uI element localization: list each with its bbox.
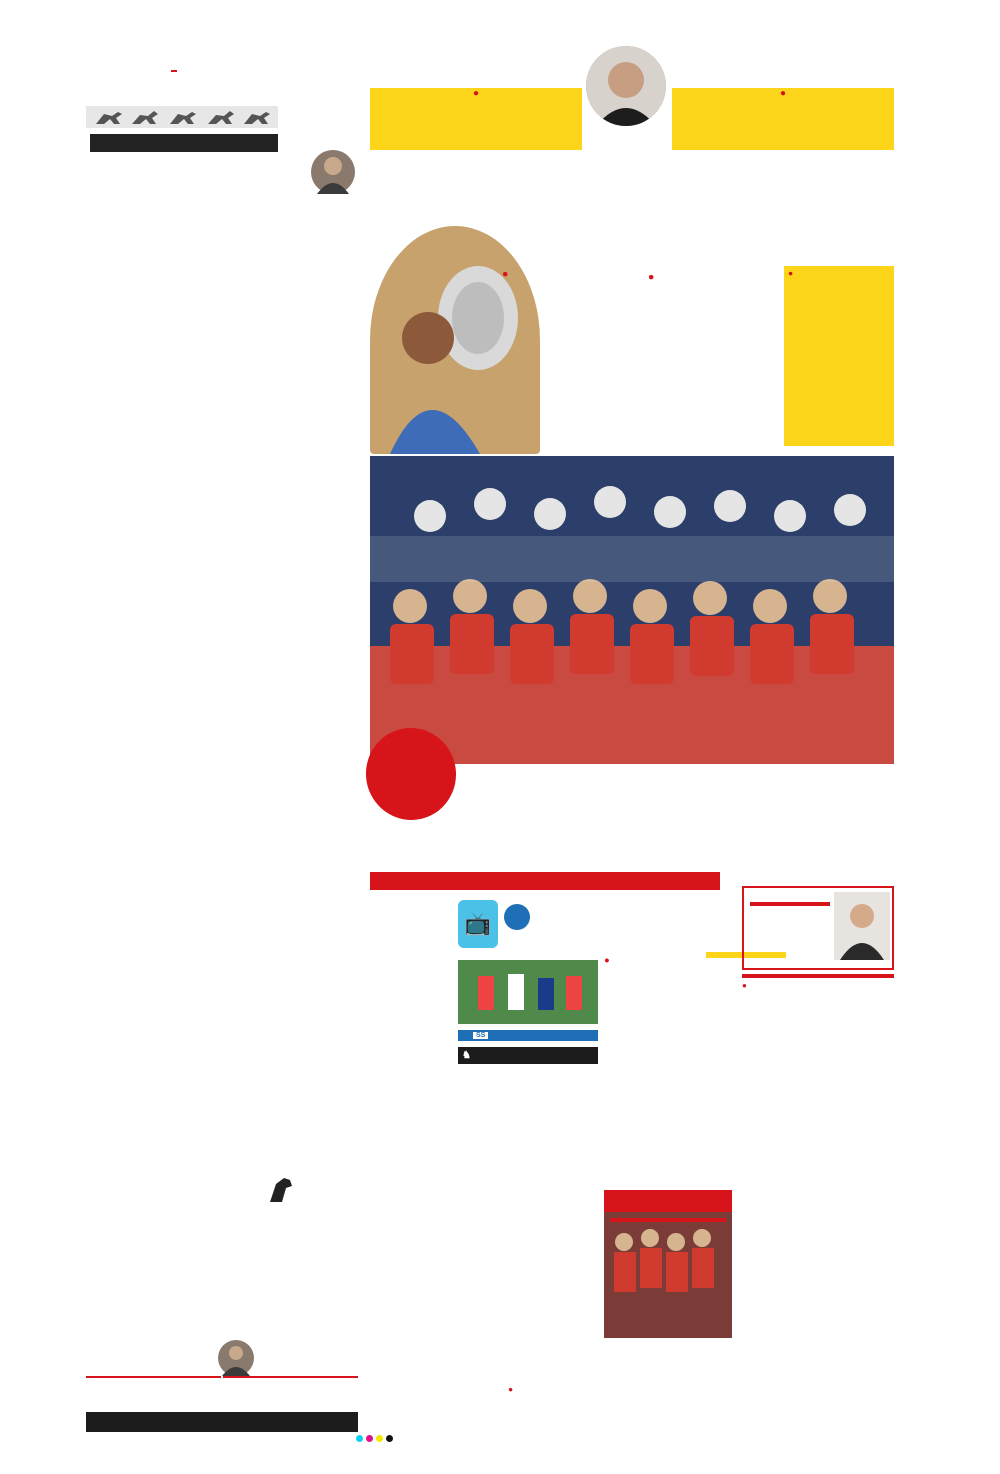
bullet-icon: ● (648, 271, 655, 283)
horse-head-icon: ♞ (462, 1050, 471, 1061)
volleyball-team-photo (370, 456, 894, 764)
efeler-text (610, 1218, 726, 1222)
laso-photo (586, 46, 666, 126)
nadal-col2b-wrap (648, 271, 778, 283)
team-celebration-photo (370, 456, 894, 764)
columnist-avatar (834, 892, 890, 960)
tv-icon: 📺 (458, 900, 498, 948)
ganyan-2-title (223, 1376, 358, 1378)
person-icon (218, 1340, 254, 1376)
gauff-box (784, 266, 894, 446)
bullet-icon: ● (779, 88, 787, 99)
bullet-icon: ● (742, 981, 747, 990)
ganyan-boxes (86, 1376, 358, 1378)
columnist-header (742, 886, 894, 970)
results-header (458, 1047, 598, 1064)
tv-match-photo (458, 960, 598, 1024)
bullet-icon: ● (788, 268, 794, 278)
black-dot (386, 1435, 393, 1442)
person-icon (311, 150, 355, 194)
nadal-col2 (648, 268, 778, 283)
laso-box (672, 88, 894, 150)
cyan-dot (356, 1435, 363, 1442)
wales-text (370, 88, 582, 100)
ganyan-box-2 (223, 1376, 358, 1378)
tv-guide (458, 900, 598, 1064)
tv-brand (504, 904, 530, 930)
football-photo-icon (458, 960, 598, 1024)
racing-guide-header (86, 50, 278, 152)
horse-silhouette-band (86, 106, 278, 128)
nadal-col1 (502, 268, 644, 280)
bullet-icon: ● (502, 268, 509, 280)
volley-body-col1 (604, 952, 708, 966)
columnist-name-box (750, 902, 830, 906)
tv-channel-icon: SS (473, 1032, 488, 1039)
horse-head-icon (266, 1174, 296, 1204)
columnist-block (742, 886, 894, 991)
volley-strap (370, 872, 720, 890)
tips-column (233, 150, 359, 213)
ganyan-1-title (86, 1376, 221, 1378)
efeler-team-photo (604, 1212, 732, 1338)
urfa-tips-block (266, 1174, 358, 1208)
column-text2-wrap (742, 981, 894, 991)
tips-author-block (233, 150, 359, 210)
bullet-icon: ● (472, 88, 480, 99)
horse-racing-guide (86, 50, 278, 1434)
bullet-icon: ● (508, 1384, 514, 1394)
efeler-title (604, 1190, 732, 1212)
yellow-dot (376, 1435, 383, 1442)
tv-time-bar (458, 1030, 598, 1041)
column-kicker (742, 974, 894, 978)
ganyan-box-1 (86, 1376, 221, 1378)
urfa-header (266, 1174, 358, 1208)
fb-text1-wrap (508, 1384, 620, 1394)
volley-body2-wrap (604, 955, 708, 966)
tv-guide-header (458, 900, 598, 960)
hurriyet-badge (171, 70, 177, 72)
racing-footer-bar (86, 1412, 358, 1432)
bullet-icon: ● (604, 955, 610, 965)
nadal-photo (370, 226, 540, 454)
magenta-dot (366, 1435, 373, 1442)
gauff-text-wrap (788, 268, 890, 279)
person-photo-icon (586, 46, 666, 126)
registration-dots (356, 1435, 393, 1442)
trophy-photo-icon (370, 226, 540, 454)
avatar-sinan (218, 1340, 254, 1376)
horses-icon (86, 106, 278, 128)
avatar (311, 150, 355, 194)
person-icon (834, 892, 890, 960)
wales-box (370, 88, 582, 150)
efeler-photo (604, 1212, 732, 1338)
laso-text (672, 88, 894, 100)
